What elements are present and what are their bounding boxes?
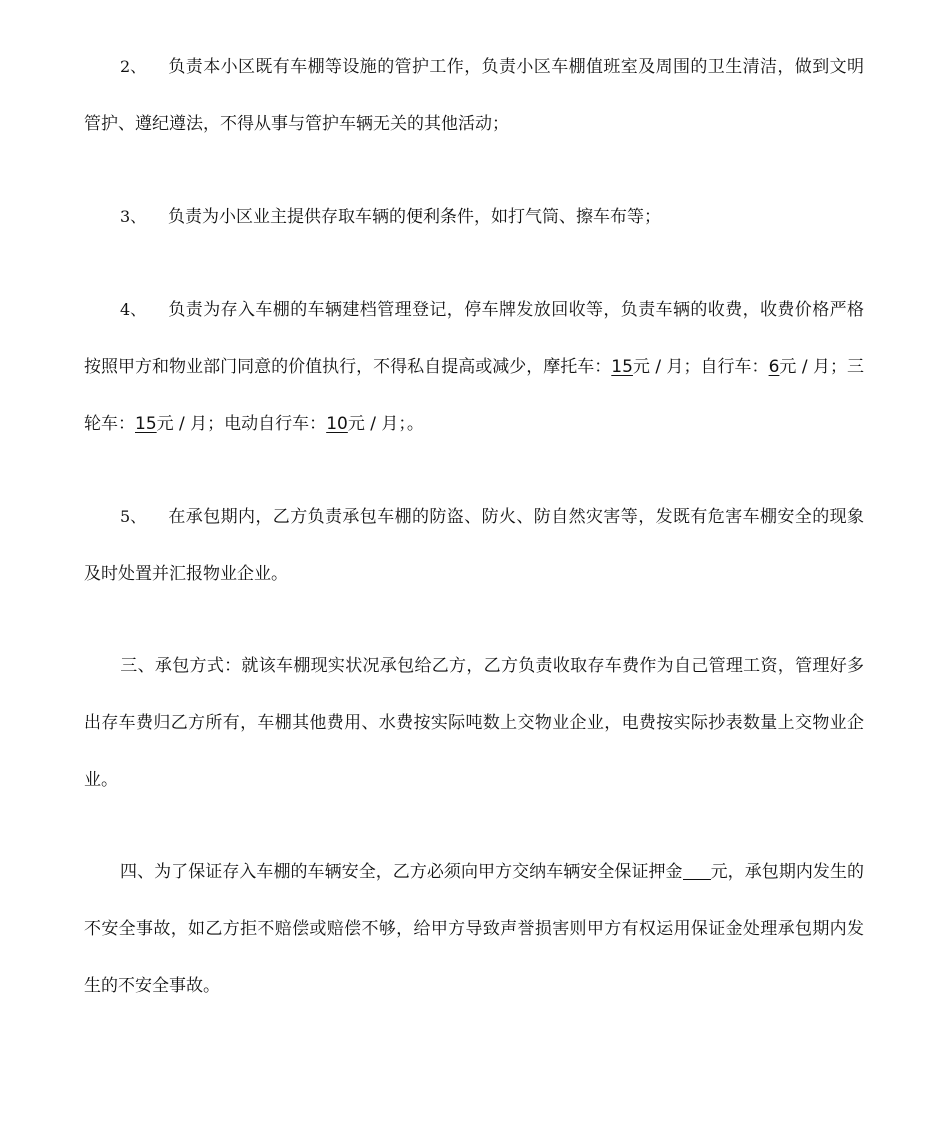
clause-2	[84, 38, 864, 153]
clause-text: 负责为存入车棚的车辆建档管理登记，停车牌发放回收等，负责车辆的收费，收费价格严格按照甲方和物业部门同意的价值执行，不得私自提高或减少，摩托车：	[84, 300, 864, 377]
section-text: 三、承包方式：就该车棚现实状况承包给乙方，乙方负责收取存车费作为自己管理工资，管理好多出存车费归乙方所有，车棚其他费用、水费按实际吨数上交物业企业，电费按实际抄表数量上交物业企业。	[84, 656, 864, 790]
document-page	[84, 0, 864, 1015]
clause-number: 5、	[120, 507, 147, 526]
clause-text: 在承包期内，乙方负责承包车棚的防盗、防火、防自然灾害等，发既有危害车棚安全的现象及时处置并汇报物业企业。	[84, 507, 864, 584]
clause-number: 4、	[120, 300, 147, 319]
clause-text: 负责本小区既有车棚等设施的管护工作，负责小区车棚值班室及周围的卫生清洁，做到文明管护、遵纪遵法，不得从事与管护车辆无关的其他活动；	[84, 57, 864, 134]
clause-5	[84, 488, 864, 603]
section-3-contract-method	[84, 638, 864, 809]
section-4-deposit	[84, 844, 864, 1015]
clause-text: 负责为小区业主提供存取车辆的便利条件，如打气筒、擦车布等；	[168, 207, 661, 227]
clause-number: 3、	[120, 207, 147, 226]
clause-number: 2、	[120, 57, 147, 76]
fee-motorcycle: 15	[611, 357, 633, 377]
fee-tricycle: 15	[135, 414, 157, 434]
clause-3	[84, 188, 864, 246]
fee-ebike: 10	[326, 414, 348, 434]
deposit-blank	[683, 862, 711, 880]
fee-bicycle: 6	[768, 357, 780, 377]
clause-4: 4、 负责为存入车棚的车辆建档管理登记，停车牌发放回收等，负责车辆的收费，收费价格严格按照甲方和物业部门同意的价值执行，不得私自提高或减少，摩托车：15元 / 月；自行车：6元 / 月；三轮车：15元 / 月；电动自行车：10元 / 月；。	[84, 281, 864, 453]
section-text: 元，承包期内发生的不安全事故，如乙方拒不赔偿或赔偿不够，给甲方导致声誉损害则甲方有权运用保证金处理承包期内发生的不安全事故。	[84, 862, 865, 996]
section-text: 四、为了保证存入车棚的车辆安全，乙方必须向甲方交纳车辆安全保证押金	[120, 862, 683, 882]
